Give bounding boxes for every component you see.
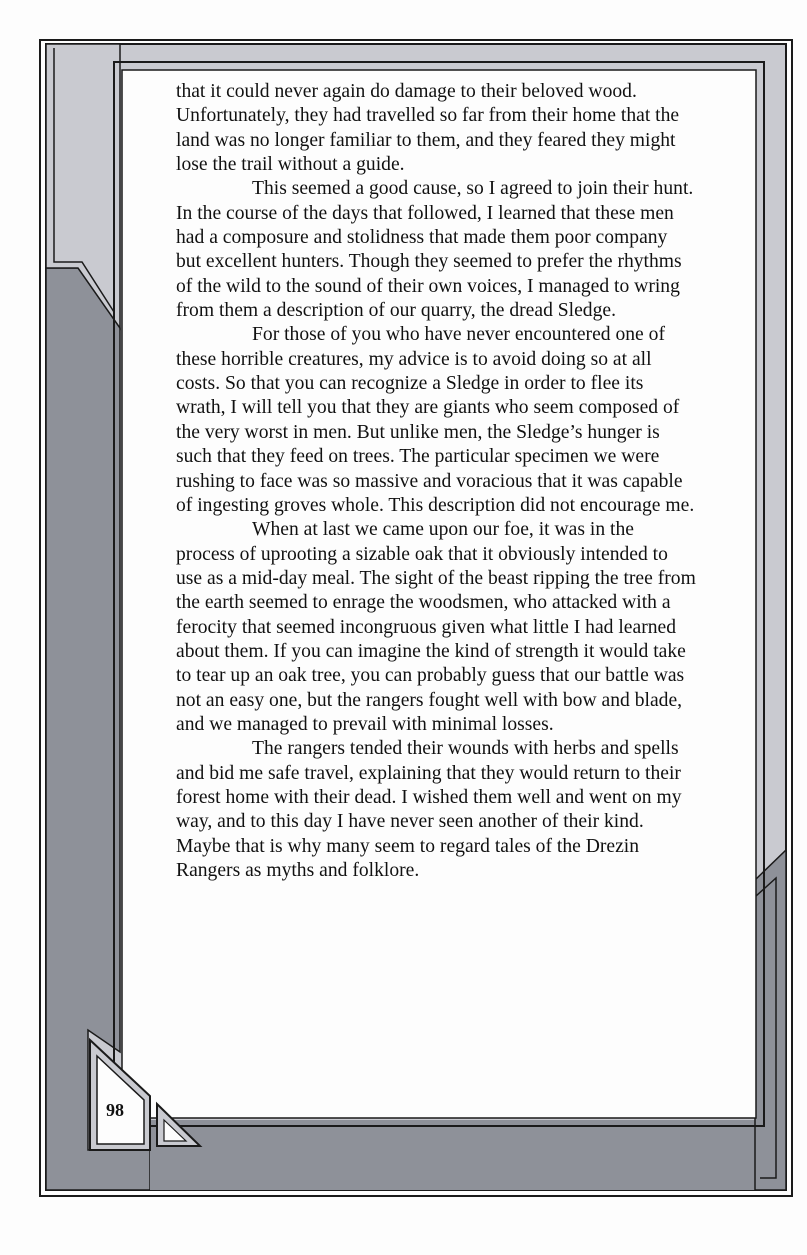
page-number: 98 bbox=[106, 1100, 124, 1120]
paragraph-3: For those of you who have never encountered one of these horrible creatures, my advice is to avoid doing so at all costs. So that you can recognize a Sledge in order to flee its wrath, I will tell you that they are giants who seem composed of the very worst in men. But unlike men, the Sledge’s hunger is such that they feed on trees. The particular specimen we were rushing to face was so massive and voracious that it was capable of ingesting groves whole. This description did not encourage me. bbox=[176, 324, 695, 516]
body-text bbox=[176, 80, 696, 883]
paragraph-4: When at last we came upon our foe, it was in the process of uprooting a sizable oak that it obviously intended to use as a mid-day meal. The sight of the beast ripping the tree from the earth seemed to enrage the woodsmen, who attacked with a ferocity that seemed incongruous given what little I had learned about them. If you can imagine the kind of strength it would take to tear up an oak tree, you can probably guess that our battle was not an easy one, but the rangers fought well with bow and blade, and we managed to prevail with minimal losses. bbox=[176, 519, 696, 735]
paragraph-1: that it could never again do damage to their beloved wood. Unfortunately, they had travelled so far from their home that the land was no longer familiar to them, and they feared they might lose the trail without a guide. bbox=[176, 81, 680, 176]
frame-dark-right bbox=[755, 850, 786, 1190]
frame-dark-bottom bbox=[150, 1120, 760, 1190]
paragraph-5: The rangers tended their wounds with herbs and spells and bid me safe travel, explaining that they would return to their forest home with their dead. I wished them well and went on my way, and to this day I have never seen another of their kind. Maybe that is why many seem to regard tales of the Drezin Rangers as myths and folklore. bbox=[176, 738, 682, 881]
paragraph-2: This seemed a good cause, so I agreed to join their hunt. In the course of the days that followed, I learned that these men had a composure and stolidness that made them poor company but excellent hunters. Though they seemed to prefer the rhythms of the wild to the sound of their own voices, I managed to wring from them a description of our quarry, the dread Sledge. bbox=[176, 178, 694, 322]
